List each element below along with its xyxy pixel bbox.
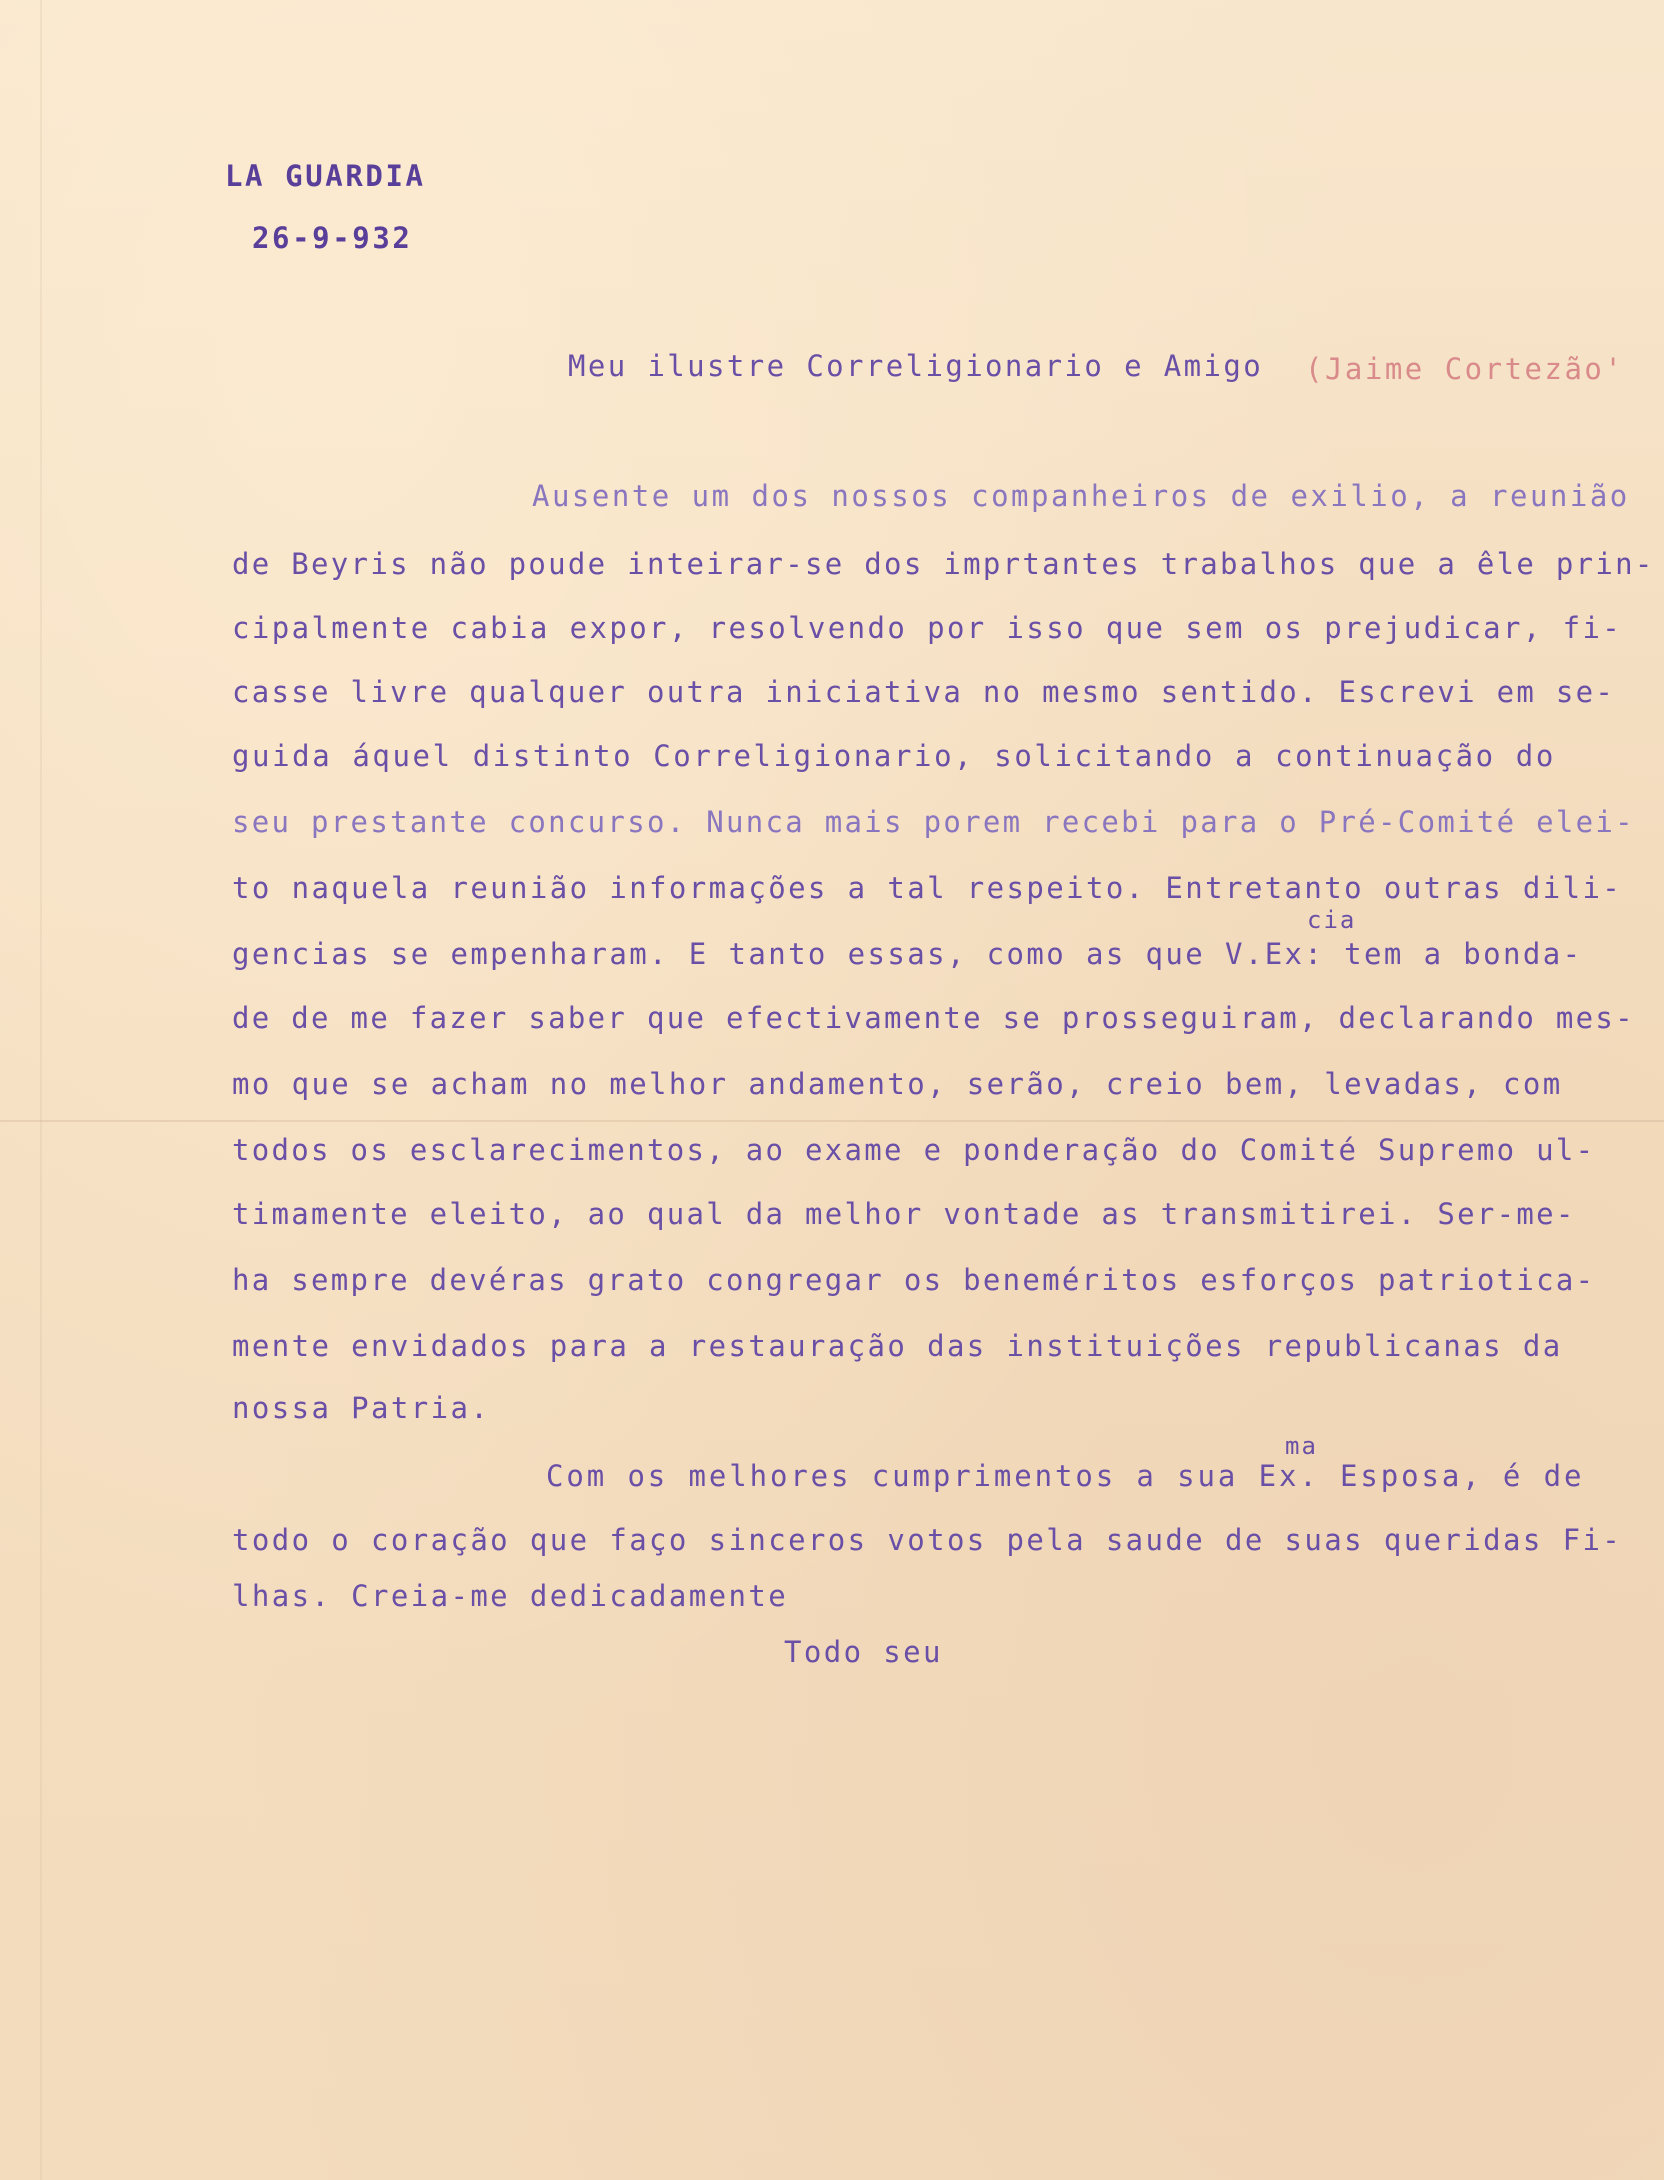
handwritten-annotation: (Jaime Cortezão' xyxy=(1305,352,1625,386)
paragraph1-line-2: de Beyris não poude inteirar-se dos imprtantes trabalhos que a êle prin- xyxy=(232,547,1655,581)
paragraph1-line-13: ha sempre devéras grato congregar os beneméritos esforços patriotica- xyxy=(232,1263,1596,1297)
paragraph1-line-5: guida áquel distinto Correligionario, solicitando a continuação do xyxy=(232,739,1556,773)
paragraph2-line-2: todo o coração que faço sinceros votos pela saude de suas queridas Fi- xyxy=(232,1523,1623,1557)
paper-fold-line xyxy=(0,1120,1664,1122)
paragraph2-line-3: lhas. Creia-me dedicadamente xyxy=(232,1579,789,1613)
paragraph1-line-7: to naquela reunião informações a tal respeito. Entretanto outras dili- xyxy=(232,871,1623,905)
letter-date: 26-9-932 xyxy=(252,221,413,255)
paragraph1-line-9: de de me fazer saber que efectivamente se prosseguiram, declarando mes- xyxy=(232,1001,1635,1035)
paragraph1-line-10: mo que se acham no melhor andamento, serão, creio bem, levadas, com xyxy=(232,1067,1563,1101)
paragraph1-line-8: gencias se empenharam. E tanto essas, como as que V.Ex: tem a bonda- xyxy=(232,937,1583,971)
paragraph2-line-1: Com os melhores cumprimentos a sua Ex. Esposa, é de xyxy=(546,1459,1585,1493)
superscript-cia: cia xyxy=(1307,906,1357,934)
paragraph1-line-4: casse livre qualquer outra iniciativa no mesmo sentido. Escrevi em se- xyxy=(232,675,1616,709)
paragraph1-line-14: mente envidados para a restauração das instituições republicanas da xyxy=(232,1329,1563,1363)
superscript-ma: ma xyxy=(1285,1432,1318,1460)
letter-salutation: Meu ilustre Correligionario e Amigo xyxy=(568,349,1264,383)
paragraph1-line-15: nossa Patria. xyxy=(232,1391,491,1425)
paragraph1-line-6: seu prestante concurso. Nunca mais porem recebi para o Pré-Comité elei- xyxy=(232,805,1635,839)
paragraph1-line-1: Ausente um dos nossos companheiros de exilio, a reunião xyxy=(532,479,1630,513)
paragraph1-line-3: cipalmente cabia expor, resolvendo por isso que sem os prejudicar, fi- xyxy=(232,611,1623,645)
letter-closing: Todo seu xyxy=(784,1635,943,1669)
letter-place: LA GUARDIA xyxy=(225,159,426,193)
paragraph1-line-11: todos os esclarecimentos, ao exame e ponderação do Comité Supremo ul- xyxy=(232,1133,1596,1167)
paper-edge-shadow xyxy=(40,0,42,2180)
paragraph1-line-12: timamente eleito, ao qual da melhor vontade as transmitirei. Ser-me- xyxy=(232,1197,1576,1231)
